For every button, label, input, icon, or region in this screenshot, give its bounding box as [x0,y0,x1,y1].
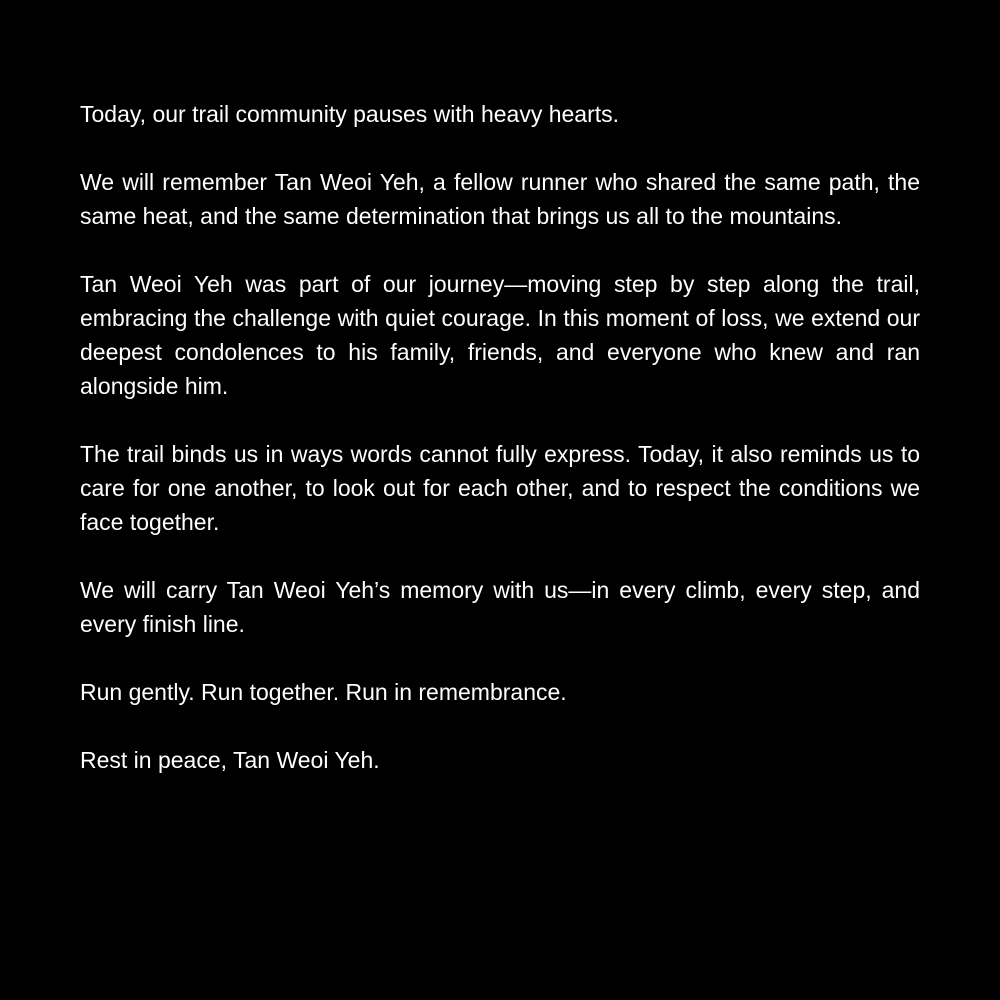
paragraph-opening: Today, our trail community pauses with heavy hearts. [80,101,620,127]
paragraph-memory: We will carry Tan Weoi Yeh’s memory with us—in every climb, every step, and every finish line. [80,577,920,637]
paragraph-remembrance: We will remember Tan Weoi Yeh, a fellow runner who shared the same path, the same heat, and the same determination that brings us all to the mountains. [80,169,920,229]
paragraph-trail-bond: The trail binds us in ways words cannot fully express. Today, it also reminds us to care for one another, to look out for each other, and to respect the conditions we face together. [80,441,920,535]
paragraph-rest-in-peace: Rest in peace, Tan Weoi Yeh. [80,747,380,773]
paragraph-journey: Tan Weoi Yeh was part of our journey—moving step by step along the trail, embracing the challenge with quiet courage. In this moment of loss, we extend our deepest condolences to his family, friends, and everyone who knew and ran alongside him. [80,271,920,399]
paragraph-run-gently: Run gently. Run together. Run in remembrance. [80,679,567,705]
